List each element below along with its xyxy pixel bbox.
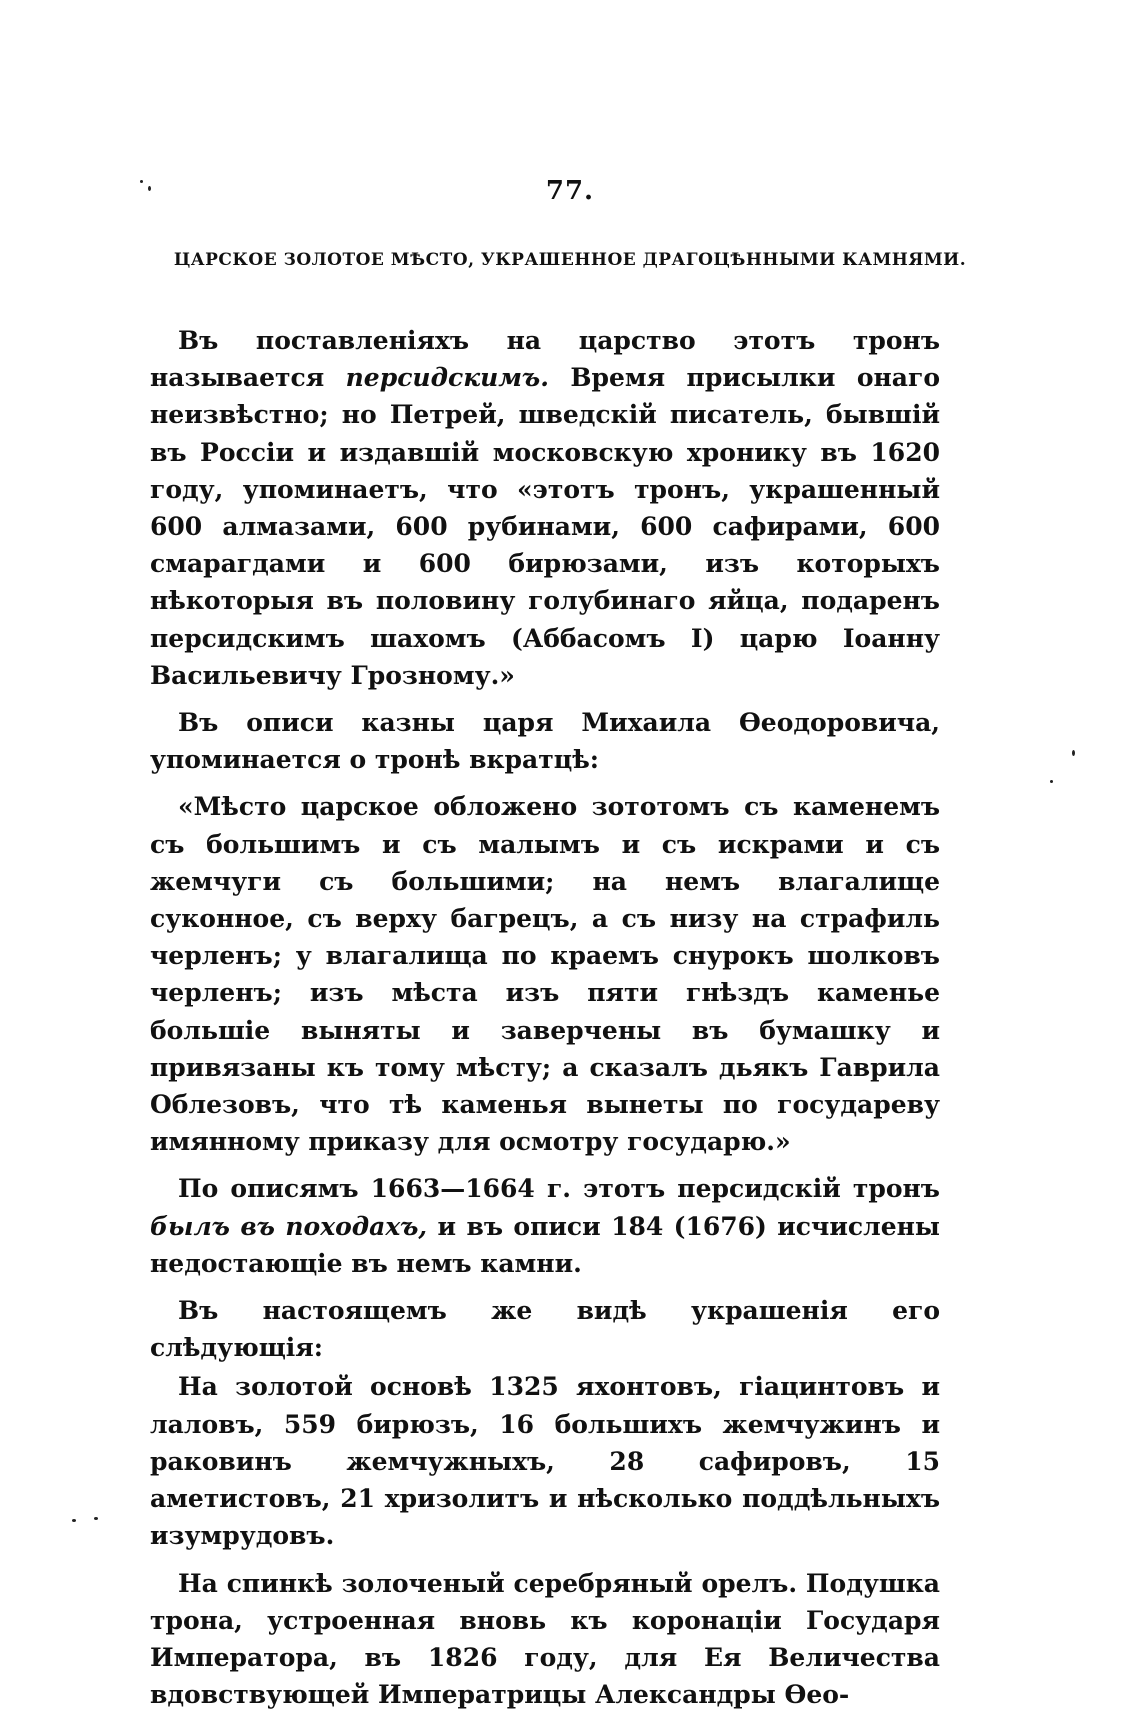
text-segment: Въ настоящемъ же видѣ украшенія его слѣдующія: [150, 1296, 940, 1363]
body-text [150, 322, 940, 1723]
text-segment: На спинкѣ золоченый серебряный орелъ. Подушка трона, устроенная вновь къ коронаціи Государя Императора, въ 1826 году, для Ея Величества вдовствующей Императрицы Александры Ѳео- [150, 1568, 940, 1710]
paragraph [150, 1170, 940, 1282]
paragraph [150, 1368, 940, 1554]
section-heading: ЦАРСКОЕ ЗОЛОТОЕ МѢСТО, УКРАШЕННОЕ ДРАГОЦѢННЫМИ КАМНЯМИ. [173, 250, 967, 270]
scan-speck [94, 1517, 98, 1520]
paragraph [150, 1565, 940, 1714]
paragraph [150, 704, 940, 778]
italic-segment: былъ въ походахъ, [150, 1211, 428, 1241]
scan-speck [1050, 780, 1053, 783]
text-segment: Время присылки онаго неизвѣстно; но Петрей, шведскій писатель, бывшій въ Россіи и издавшій московскую хронику въ 1620 году, упоминаетъ, что «этотъ тронъ, украшенный 600 алмазами, 600 рубинами, 600 сафирами, 600 смарагдами и 600 бирюзами, изъ которыхъ нѣкоторыя въ половину голубинаго яйца, подаренъ персидскимъ шахомъ (Аббасомъ I) царю Іоанну Васильевичу Грозному.» [150, 363, 940, 690]
text-segment: «Мѣсто царское обложено зототомъ съ каменемъ съ большимъ и съ малымъ и съ искрами и съ жемчуги съ большими; на немъ влагалище суконное, съ верху багрецъ, а съ низу на страфиль черленъ; у влагалища по краемъ снурокъ шолковъ черленъ; изъ мѣста изъ пяти гнѣздъ каменье большіе выняты и заверчены въ бумашку и привязаны къ тому мѣсту; а сказалъ дьякъ Гаврила Облезовъ, что тѣ каменья вынеты по государеву имянному приказу для осмотру государю.» [150, 792, 940, 1157]
text-segment: По описямъ 1663—1664 г. этотъ персидскій тронъ [178, 1174, 940, 1204]
scan-speck [72, 1519, 76, 1522]
paragraph [150, 322, 940, 694]
text-segment: и въ описи 184 (1676) исчислены недостающіе въ немъ камни. [150, 1211, 940, 1278]
text-segment: Въ поставленіяхъ на царство этотъ тронъ называется [150, 326, 940, 393]
text-segment: На золотой основѣ 1325 яхонтовъ, гіацинтовъ и лаловъ, 559 бирюзъ, 16 большихъ жемчужинъ и раковинъ жемчужныхъ, 28 сафировъ, 15 аметистовъ, 21 хризолитъ и нѣсколько поддѣльныхъ изумрудовъ. [150, 1372, 940, 1551]
text-segment: Въ описи казны царя Михаила Ѳеодоровича, упоминается о тронѣ вкратцѣ: [150, 708, 940, 775]
page-number: 77. [545, 176, 595, 206]
scan-speck [1072, 750, 1075, 756]
paragraph [150, 1292, 940, 1366]
italic-segment: персидскимъ. [345, 363, 549, 393]
quote-paragraph [150, 788, 940, 1160]
